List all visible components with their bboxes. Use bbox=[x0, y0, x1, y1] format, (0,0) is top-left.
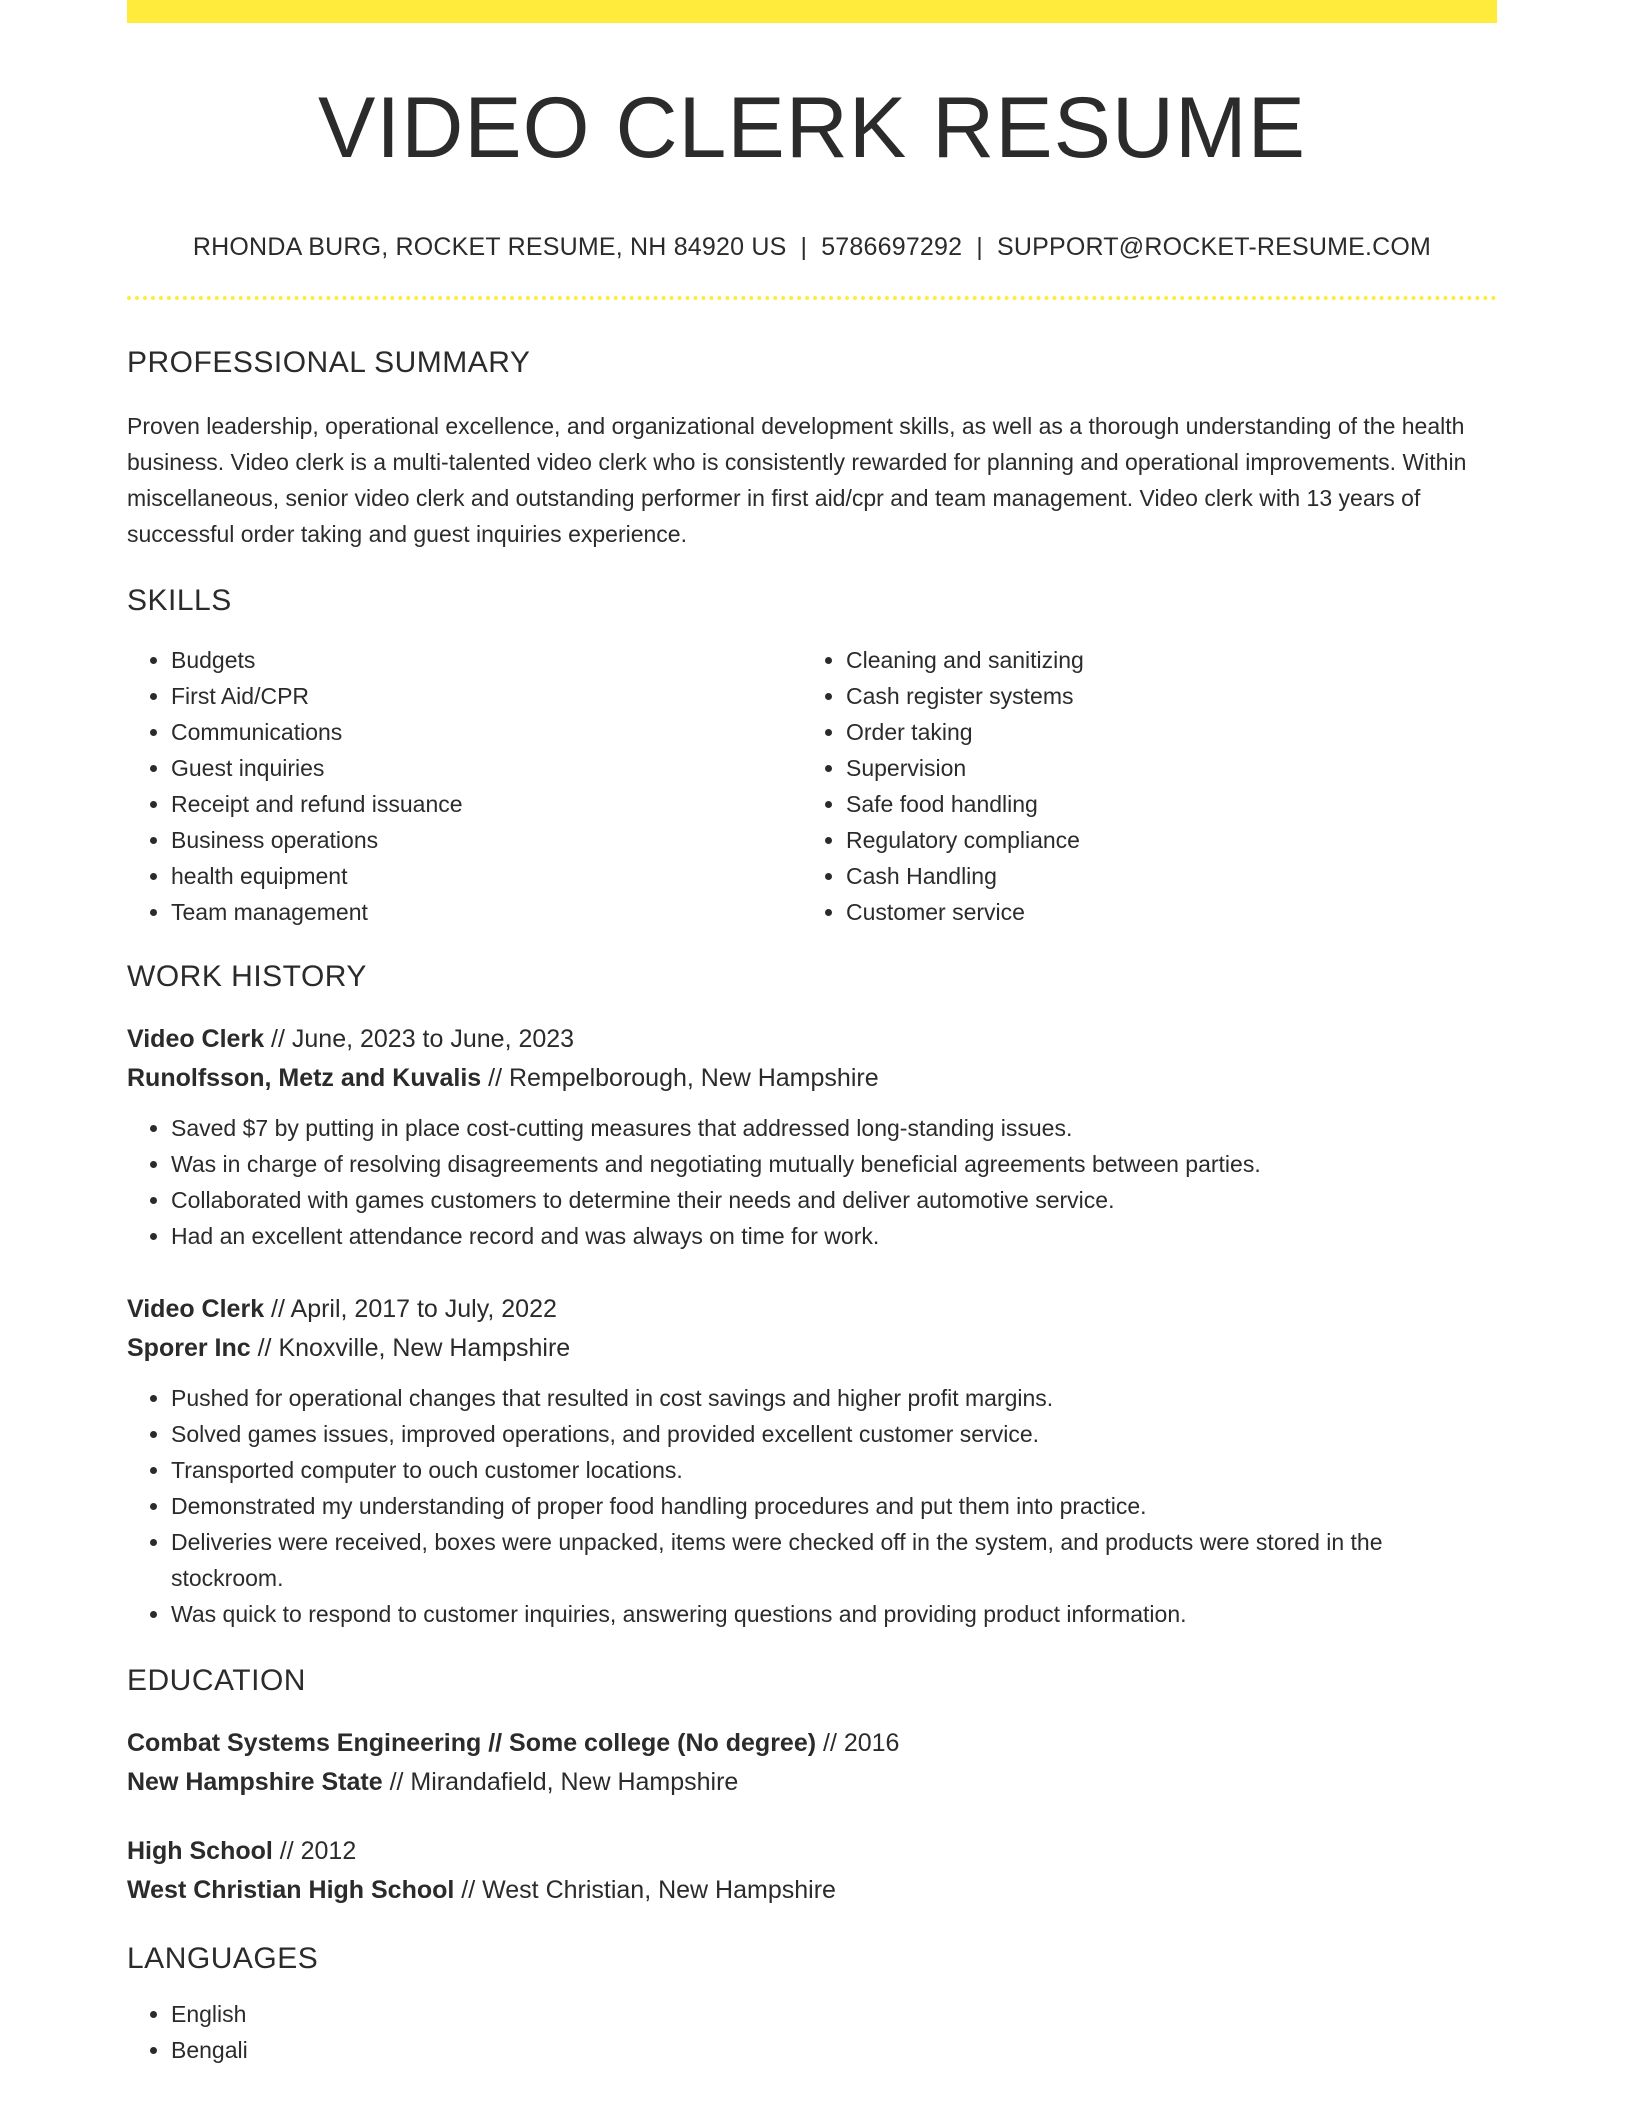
contact-separator: | bbox=[976, 233, 983, 261]
job-bullet: • Transported computer to ouch customer locations. bbox=[171, 1452, 1497, 1488]
skills-list-left bbox=[127, 642, 802, 930]
job-entry bbox=[127, 1020, 1497, 1254]
education-heading: EDUCATION bbox=[127, 1664, 306, 1697]
skill-item: • Receipt and refund issuance bbox=[171, 786, 802, 822]
work-history-heading: WORK HISTORY bbox=[127, 960, 367, 993]
skill-item: • Cash register systems bbox=[846, 678, 1477, 714]
job-title-line bbox=[127, 1020, 1497, 1059]
skill-item: • Customer service bbox=[846, 894, 1477, 930]
job-dates: // April, 2017 to July, 2022 bbox=[264, 1295, 557, 1323]
education-degree-line bbox=[127, 1832, 1497, 1871]
job-company: Runolfsson, Metz and Kuvalis bbox=[127, 1064, 482, 1092]
skill-item: • Cash Handling bbox=[846, 858, 1477, 894]
job-dates: // June, 2023 to June, 2023 bbox=[264, 1025, 575, 1053]
education-location: // West Christian, New Hampshire bbox=[454, 1876, 836, 1904]
skills-grid bbox=[127, 642, 1497, 930]
dotted-divider bbox=[127, 296, 1497, 300]
skill-item: • Budgets bbox=[171, 642, 802, 678]
job-bullet: • Collaborated with games customers to determine their needs and deliver automotive service. bbox=[171, 1182, 1497, 1218]
skill-item: • Communications bbox=[171, 714, 802, 750]
languages-list bbox=[127, 1996, 1497, 2068]
education-year: // 2016 bbox=[816, 1729, 900, 1757]
education-entry bbox=[127, 1724, 1497, 1802]
job-bullet: • Pushed for operational changes that resulted in cost savings and higher profit margins. bbox=[171, 1380, 1497, 1416]
accent-top-bar bbox=[127, 0, 1497, 23]
job-entry bbox=[127, 1290, 1497, 1632]
education-entry bbox=[127, 1832, 1497, 1910]
job-bullet: • Solved games issues, improved operations, and provided excellent customer service. bbox=[171, 1416, 1497, 1452]
education-school-line bbox=[127, 1763, 1497, 1802]
skill-item: • health equipment bbox=[171, 858, 802, 894]
education-year: // 2012 bbox=[272, 1837, 357, 1865]
education-school: New Hampshire State bbox=[127, 1768, 383, 1796]
job-location: // Knoxville, New Hampshire bbox=[250, 1334, 571, 1362]
education-school: West Christian High School bbox=[127, 1876, 455, 1904]
language-item: • Bengali bbox=[171, 2032, 1497, 2068]
job-location: // Rempelborough, New Hampshire bbox=[481, 1064, 879, 1092]
skill-item: • Team management bbox=[171, 894, 802, 930]
resume-page bbox=[127, 0, 1497, 2068]
education-degree: High School bbox=[127, 1837, 273, 1865]
summary-text: Proven leadership, operational excellence, and organizational development skills, as well as a thorough understanding of the health business. Video clerk is a multi-talented video clerk who is consistently rewarded for planning and operational improvements. Within miscellaneous, senior video clerk and outstanding performer in first aid/cpr and team management. Video clerk with 13 years of successful order taking and guest inquiries experience. bbox=[127, 413, 1467, 547]
skill-item: • Safe food handling bbox=[846, 786, 1477, 822]
job-title: Video Clerk bbox=[127, 1295, 265, 1323]
job-bullet: • Deliveries were received, boxes were unpacked, items were checked off in the system, and products were stored in the stockroom. bbox=[171, 1524, 1497, 1596]
contact-address: RHONDA BURG, ROCKET RESUME, NH 84920 US bbox=[192, 233, 787, 261]
job-company: Sporer Inc bbox=[127, 1334, 251, 1362]
education-degree-line bbox=[127, 1724, 1497, 1763]
contact-line bbox=[127, 233, 1497, 262]
job-bullet: • Saved $7 by putting in place cost-cutting measures that addressed long-standing issues. bbox=[171, 1110, 1497, 1146]
skill-item: • Regulatory compliance bbox=[846, 822, 1477, 858]
contact-separator: | bbox=[800, 233, 808, 261]
contact-phone: 5786697292 bbox=[821, 233, 963, 261]
skill-item: • Business operations bbox=[171, 822, 802, 858]
job-bullet: • Had an excellent attendance record and was always on time for work. bbox=[171, 1218, 1497, 1254]
job-bullet: • Was in charge of resolving disagreements and negotiating mutually beneficial agreements between parties. bbox=[171, 1146, 1497, 1182]
job-bullets bbox=[127, 1380, 1497, 1632]
job-company-line bbox=[127, 1329, 1497, 1368]
job-bullets bbox=[127, 1110, 1497, 1254]
skill-item: • First Aid/CPR bbox=[171, 678, 802, 714]
education-school-line bbox=[127, 1871, 1497, 1910]
skills-heading: SKILLS bbox=[127, 584, 232, 617]
skill-item: • Supervision bbox=[846, 750, 1477, 786]
resume-title: VIDEO CLERK RESUME bbox=[317, 80, 1307, 176]
languages-heading: LANGUAGES bbox=[127, 1942, 319, 1975]
skills-list-right bbox=[802, 642, 1477, 930]
skill-item: • Order taking bbox=[846, 714, 1477, 750]
job-bullet: • Was quick to respond to customer inquiries, answering questions and providing product information. bbox=[171, 1596, 1497, 1632]
education-degree: Combat Systems Engineering // Some college (No degree) bbox=[127, 1729, 817, 1757]
job-company-line bbox=[127, 1059, 1497, 1098]
skill-item: • Guest inquiries bbox=[171, 750, 802, 786]
skill-item: • Cleaning and sanitizing bbox=[846, 642, 1477, 678]
job-title: Video Clerk bbox=[127, 1025, 265, 1053]
summary-heading: PROFESSIONAL SUMMARY bbox=[127, 346, 531, 379]
language-item: • English bbox=[171, 1996, 1497, 2032]
contact-email: SUPPORT@ROCKET-RESUME.COM bbox=[996, 233, 1432, 261]
education-location: // Mirandafield, New Hampshire bbox=[382, 1768, 739, 1796]
job-title-line bbox=[127, 1290, 1497, 1329]
job-bullet: • Demonstrated my understanding of proper food handling procedures and put them into practice. bbox=[171, 1488, 1497, 1524]
